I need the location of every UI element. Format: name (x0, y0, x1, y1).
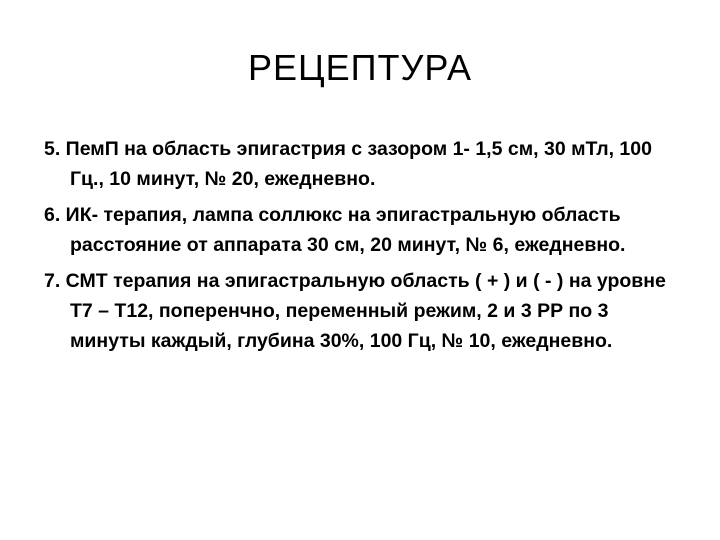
list-item: 5. ПемП на область эпигастрия с зазором 1- 1,5 см, 30 мТл, 100 Гц., 10 минут, № 20, ежедневно. (44, 138, 652, 190)
prescription-list (44, 134, 684, 362)
slide-title: РЕЦЕПТУРА (247, 47, 472, 88)
list-item: 6. ИК- терапия, лампа соллюкс на эпигастральную область расстояние от аппарата 30 см, 20 минут, № 6, ежедневно. (44, 204, 626, 256)
list-item: 7. СМТ терапия на эпигастральную область ( + ) и ( - ) на уровне Т7 – Т12, поперенчно, переменный режим, 2 и 3 РР по 3 минуты каждый, глубина 30%, 100 Гц, № 10, ежедневно. (44, 270, 666, 352)
